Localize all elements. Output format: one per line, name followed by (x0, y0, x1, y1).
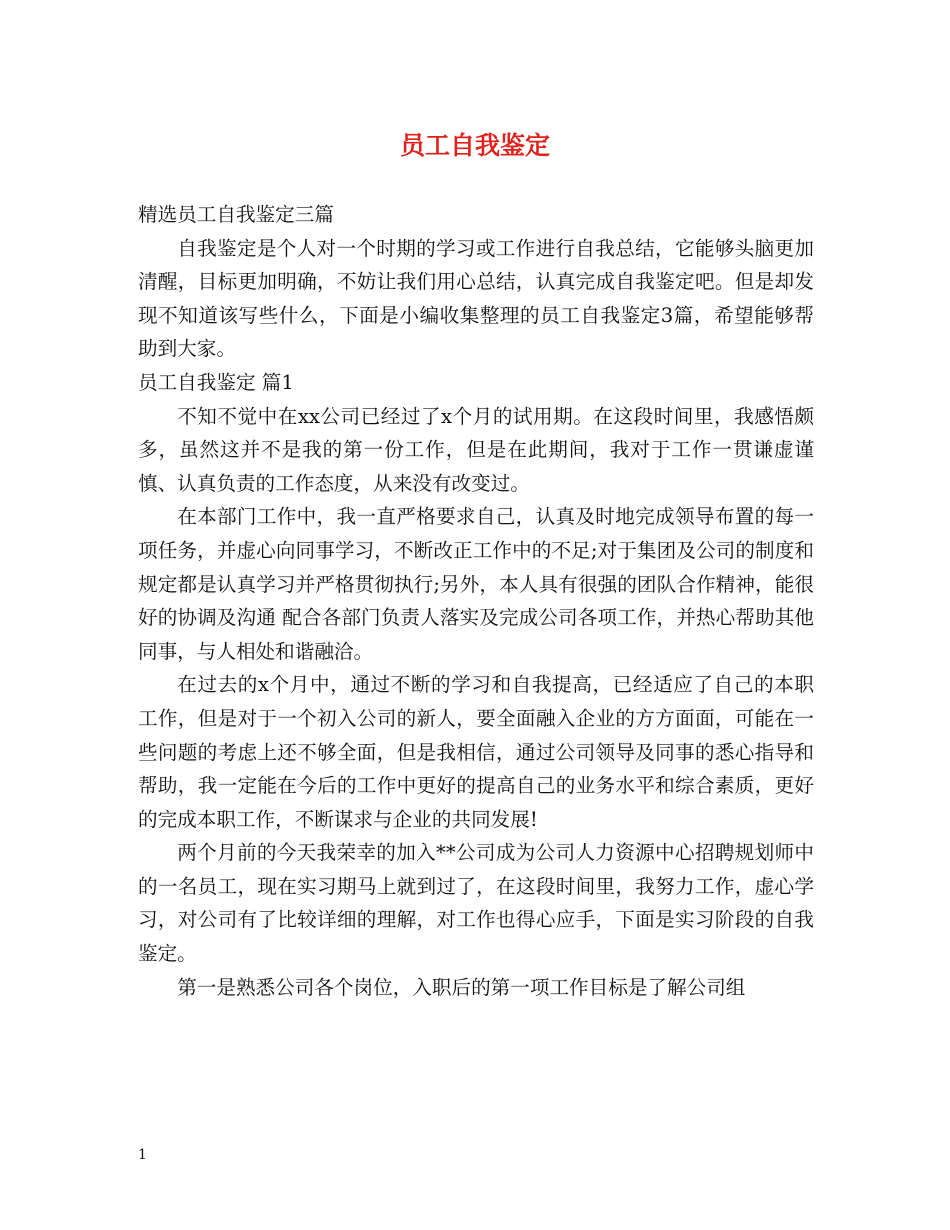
body-paragraph: 在过去的x个月中，通过不断的学习和自我提高，已经适应了自己的本职工作，但是对于一个初入公司的新人，要全面融入企业的方方面面，可能在一些问题的考虑上还不够全面，但是我相信，通过公司领导及同事的悉心指导和帮助，我一定能在今后的工作中更好的提高自己的业务水平和综合素质，更好的完成本职工作，不断谋求与企业的共同发展! (138, 673, 814, 831)
body-paragraph: 在本部门工作中，我一直严格要求自己，认真及时地完成领导布置的每一项任务，并虚心向同事学习，不断改正工作中的不足;对于集团及公司的制度和规定都是认真学习并严格贯彻执行;另外，本人具有很强的团队合作精神，能很好的协调及沟通 配合各部门负责人落实及完成公司各项工作，并热心帮助其他同事，与人相处和谐融洽。 (138, 505, 814, 663)
intro-paragraph: 自我鉴定是个人对一个时期的学习或工作进行自我总结，它能够头脑更加清醒，目标更加明确，不妨让我们用心总结，认真完成自我鉴定吧。但是却发现不知道该写些什么，下面是小编收集整理的员工自我鉴定3篇，希望能够帮助到大家。 (138, 236, 814, 361)
page-number: 1 (138, 1147, 147, 1163)
body-paragraph: 两个月前的今天我荣幸的加入**公司成为公司人力资源中心招聘规划师中的一名员工，现在实习期马上就到过了，在这段时间里，我努力工作，虚心学习，对公司有了比较详细的理解，对工作也得心应手，下面是实习阶段的自我鉴定。 (138, 841, 814, 966)
body-paragraph: 第一是熟悉公司各个岗位，入职后的第一项工作目标是了解公司组 (177, 975, 746, 999)
section-heading: 员工自我鉴定 篇1 (138, 370, 294, 394)
document-subtitle: 精选员工自我鉴定三篇 (138, 203, 334, 226)
document-title: 员工自我鉴定 (399, 131, 550, 160)
body-paragraph: 不知不觉中在xx公司已经过了x个月的试用期。在这段时间里，我感悟颇多，虽然这并不是我的第一份工作，但是在此期间，我对于工作一贯谦虚谨慎、认真负责的工作态度，从来没有改变过。 (138, 404, 814, 495)
document-body (138, 198, 814, 1004)
